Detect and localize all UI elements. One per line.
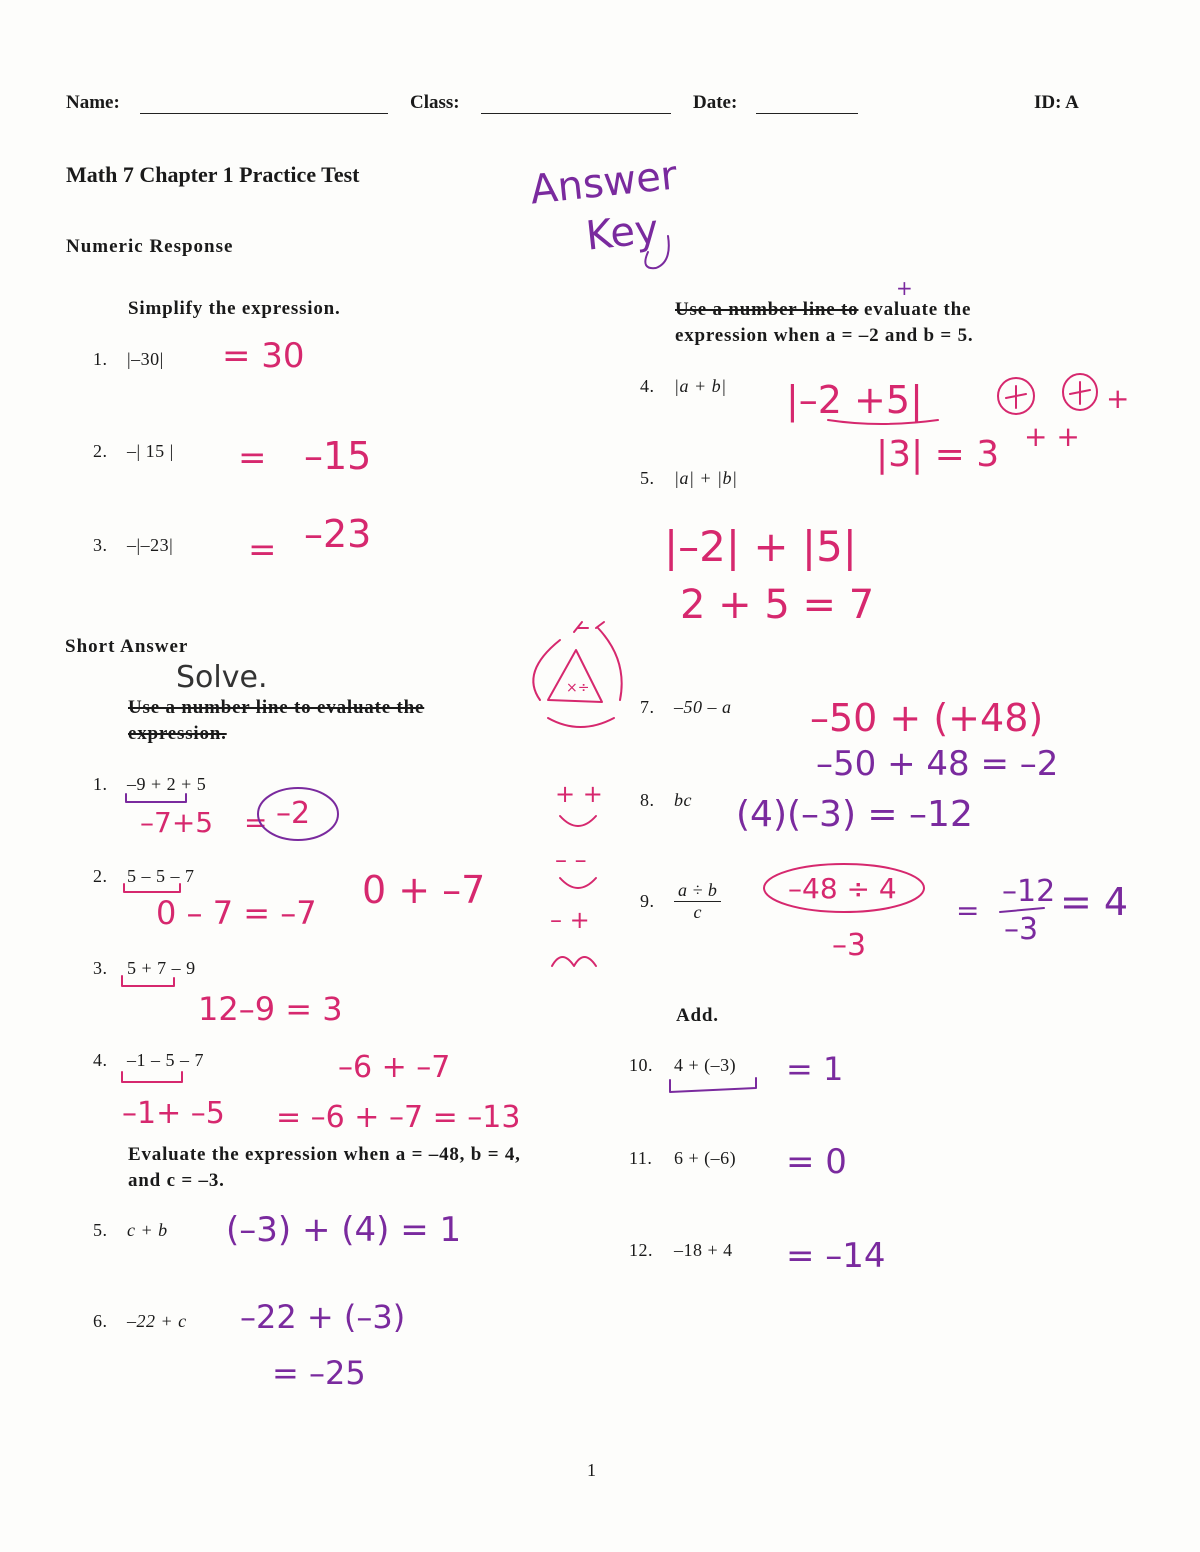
short-q2 bbox=[93, 866, 195, 887]
numeric-q4 bbox=[640, 376, 727, 397]
triangle-arc-right bbox=[598, 628, 622, 700]
page-title: Math 7 Chapter 1 Practice Test bbox=[66, 162, 360, 187]
q4-sign-marks bbox=[1006, 382, 1090, 408]
numeric-q2-equals: = bbox=[238, 438, 267, 478]
short-q9-work-circled: –48 ÷ 4 bbox=[788, 872, 897, 905]
fraction-numerator: a ÷ b bbox=[674, 880, 721, 902]
q-number: 2. bbox=[93, 441, 108, 461]
date-label: Date: bbox=[693, 92, 738, 113]
q-number: 5. bbox=[93, 1220, 108, 1240]
numeric-q4-work1: |–2 +5| bbox=[786, 378, 923, 422]
short-q1-answer: –2 bbox=[276, 796, 311, 831]
class-label: Class: bbox=[410, 92, 460, 113]
answer-key-note-line1: Answer bbox=[527, 152, 680, 214]
q-number: 4. bbox=[640, 376, 655, 396]
q-expression: –50 – a bbox=[674, 697, 732, 717]
q4-sign-circle-1 bbox=[998, 378, 1034, 414]
instruction-text: evaluate the bbox=[864, 299, 972, 320]
date-field-line[interactable] bbox=[756, 113, 858, 114]
q-expression: |a| + |b| bbox=[674, 468, 738, 488]
short-q7-work1: –50 + (+48) bbox=[810, 696, 1044, 740]
smile-2 bbox=[560, 878, 596, 888]
smile-1 bbox=[560, 816, 596, 826]
short-instruction-line2: expression. bbox=[128, 723, 227, 744]
short-q5 bbox=[93, 1220, 168, 1241]
q-number: 5. bbox=[640, 468, 655, 488]
numeric-q5-work2: 2 + 5 = 7 bbox=[680, 582, 875, 628]
q-expression: c + b bbox=[127, 1220, 168, 1240]
add-q10-answer: = 1 bbox=[786, 1050, 844, 1088]
short-q9-equals: = bbox=[956, 894, 980, 927]
q-expression: –|–23| bbox=[127, 535, 174, 555]
add-q10 bbox=[629, 1055, 736, 1076]
numeric-section-title: Numeric Response bbox=[66, 236, 234, 257]
triangle-arrow-top bbox=[574, 622, 604, 632]
numeric-q4-sign-top: + bbox=[1106, 382, 1130, 415]
q-number: 2. bbox=[93, 866, 108, 886]
q-number: 3. bbox=[93, 958, 108, 978]
short-q4-work2: = –6 + –7 = –13 bbox=[276, 1100, 521, 1135]
short-instruction2-line1: Evaluate the expression when a = –48, b = 4, bbox=[128, 1144, 521, 1165]
short-q4-work1: –1+ –5 bbox=[122, 1096, 225, 1131]
add-q11-answer: = 0 bbox=[786, 1142, 847, 1182]
class-field-line[interactable] bbox=[481, 113, 671, 114]
q-expression: –9 + 2 + 5 bbox=[127, 774, 207, 794]
q-number: 10. bbox=[629, 1055, 653, 1075]
q-expression: bc bbox=[674, 790, 692, 810]
q-expression: |a + b| bbox=[674, 376, 727, 396]
short-q2-work: 0 – 7 = –7 bbox=[156, 894, 317, 932]
short-q6-work1: –22 + (–3) bbox=[240, 1298, 406, 1336]
numeric-instruction: Simplify the expression. bbox=[128, 298, 341, 319]
triangle-label: ×÷ bbox=[566, 680, 590, 696]
add-section-title: Add. bbox=[676, 1005, 719, 1026]
short-q9-work-den: –3 bbox=[832, 928, 867, 963]
numeric-q4-work2: |3| = 3 bbox=[876, 434, 1000, 475]
answer-key-note-line2: Key bbox=[583, 206, 661, 260]
short-q4-work-top: –6 + –7 bbox=[338, 1050, 451, 1085]
q-number: 6. bbox=[93, 1311, 108, 1331]
short-q2-work-alt: 0 + –7 bbox=[362, 868, 486, 912]
struck-text: Use a number line to bbox=[675, 299, 859, 320]
page-number: 1 bbox=[587, 1460, 597, 1480]
add-q10-underline bbox=[670, 1078, 756, 1092]
sign-rule-2: – – bbox=[555, 846, 587, 874]
q-number: 12. bbox=[629, 1240, 653, 1260]
q-number: 11. bbox=[629, 1148, 653, 1168]
short-q1-equals: = bbox=[244, 806, 268, 839]
q-fraction bbox=[674, 880, 721, 923]
sign-rule-3: – + bbox=[550, 906, 590, 934]
numeric-right-instruction-line2: expression when a = –2 and b = 5. bbox=[675, 325, 974, 346]
q-number: 3. bbox=[93, 535, 108, 555]
short-q7 bbox=[640, 697, 732, 718]
short-q3-work: 12–9 = 3 bbox=[198, 990, 343, 1028]
q-number: 8. bbox=[640, 790, 655, 810]
short-q6 bbox=[93, 1311, 187, 1332]
numeric-q5-work1: |–2| + |5| bbox=[664, 522, 857, 571]
q-number: 4. bbox=[93, 1050, 108, 1070]
q-number: 7. bbox=[640, 697, 655, 717]
name-label: Name: bbox=[66, 92, 120, 113]
short-instruction2-line2: and c = –3. bbox=[128, 1170, 225, 1191]
q-expression: –22 + c bbox=[127, 1311, 187, 1331]
short-q5-work: (–3) + (4) = 1 bbox=[226, 1210, 462, 1250]
q-expression: –18 + 4 bbox=[674, 1240, 733, 1260]
short-q4 bbox=[93, 1050, 204, 1071]
short-q8 bbox=[640, 790, 692, 811]
q-expression: 5 – 5 – 7 bbox=[127, 866, 195, 886]
short-q1-work: –7+5 bbox=[140, 806, 214, 839]
short-q1 bbox=[93, 774, 206, 795]
q-number: 9. bbox=[640, 891, 655, 911]
short-section-title: Short Answer bbox=[65, 636, 189, 657]
q-expression: |–30| bbox=[127, 349, 164, 369]
numeric-q5 bbox=[640, 468, 737, 489]
numeric-q2-answer: –15 bbox=[304, 434, 372, 478]
short-q4-underline bbox=[122, 1072, 182, 1082]
short-q1-underline bbox=[126, 794, 186, 802]
q-expression: –| 15 | bbox=[127, 441, 174, 461]
numeric-q1 bbox=[93, 349, 164, 370]
short-instruction-line1: Use a number line to evaluate the bbox=[128, 697, 425, 718]
short-q7-work2: –50 + 48 = –2 bbox=[816, 744, 1059, 784]
add-q12 bbox=[629, 1240, 733, 1261]
q-expression: 6 + (–6) bbox=[674, 1148, 737, 1168]
numeric-q3-equals: = bbox=[248, 530, 277, 570]
short-q6-work2: = –25 bbox=[272, 1354, 366, 1392]
solve-note: Solve. bbox=[176, 660, 268, 695]
q4-sign-circle-2 bbox=[1063, 374, 1097, 410]
add-q12-answer: = –14 bbox=[786, 1236, 886, 1276]
triangle-arc-left bbox=[533, 640, 560, 700]
numeric-q4-signs: + + bbox=[1024, 420, 1080, 453]
id-label: ID: A bbox=[1034, 92, 1079, 113]
fraction-denominator: c bbox=[693, 902, 702, 922]
instruction-handwritten-mark: + bbox=[896, 276, 913, 300]
q-number: 1. bbox=[93, 774, 108, 794]
add-q11 bbox=[629, 1148, 736, 1169]
numeric-q1-answer: = 30 bbox=[222, 336, 305, 376]
q-expression: –1 – 5 – 7 bbox=[127, 1050, 204, 1070]
numeric-q2 bbox=[93, 441, 174, 462]
short-q8-work: (4)(–3) = –12 bbox=[736, 794, 973, 835]
name-field-line[interactable] bbox=[140, 113, 388, 114]
q-expression: 5 + 7 – 9 bbox=[127, 958, 196, 978]
numeric-right-instruction-line1 bbox=[675, 297, 971, 323]
sign-rule-1: + + bbox=[555, 780, 603, 808]
short-q3 bbox=[93, 958, 196, 979]
short-q9-result-den: –3 bbox=[1004, 912, 1039, 947]
q-number: 1. bbox=[93, 349, 108, 369]
triangle-arc-bottom bbox=[548, 718, 614, 727]
short-q9-result: = 4 bbox=[1060, 880, 1129, 924]
short-q9-result-num: –12 bbox=[1002, 874, 1056, 909]
frown-3 bbox=[552, 957, 596, 966]
q-expression: 4 + (–3) bbox=[674, 1055, 737, 1075]
numeric-q3 bbox=[93, 535, 173, 556]
numeric-q3-answer: –23 bbox=[304, 512, 372, 556]
short-q9 bbox=[640, 880, 721, 923]
